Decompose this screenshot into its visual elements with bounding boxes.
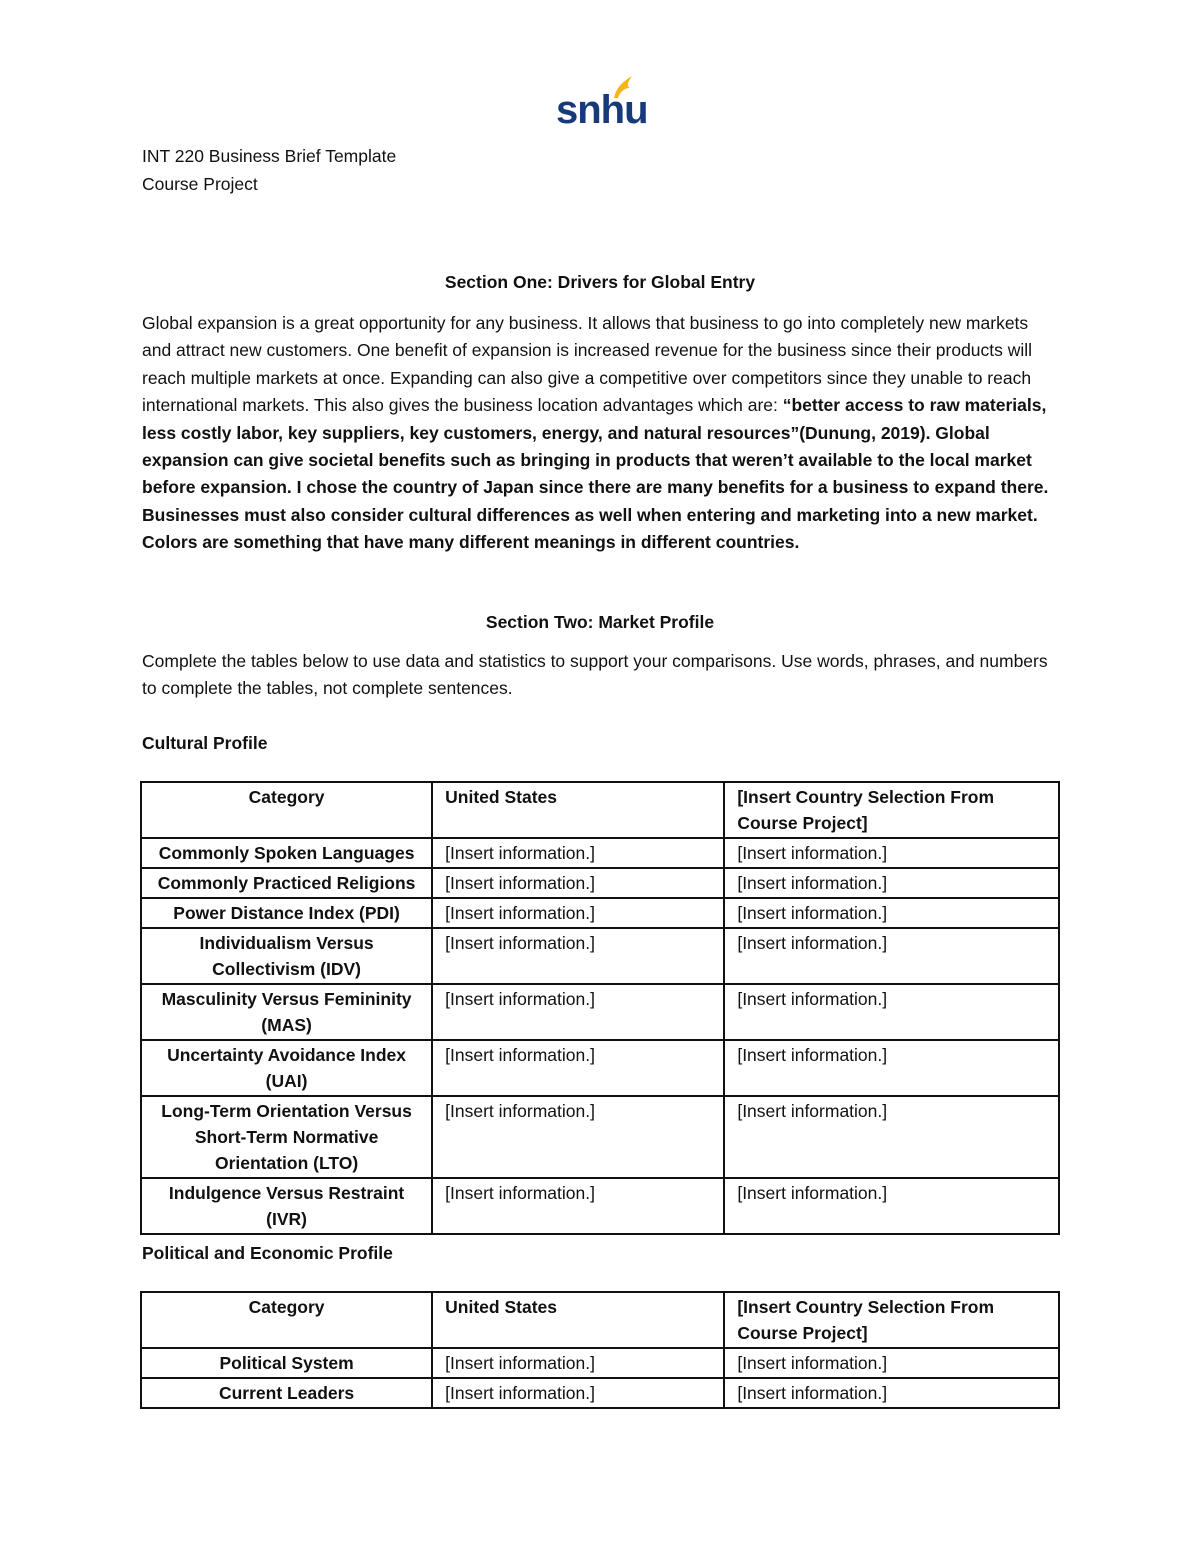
country-cell[interactable]: [Insert information.] [724,898,1059,928]
country-cell[interactable]: [Insert information.] [724,868,1059,898]
country-cell[interactable]: [Insert information.] [724,838,1059,868]
country-cell[interactable]: [Insert information.] [724,1096,1059,1178]
cultural-profile-table [140,781,1060,1235]
header-cell: Category [141,782,432,838]
category-cell: Commonly Spoken Languages [141,838,432,868]
country-cell[interactable]: [Insert information.] [724,1040,1059,1096]
us-cell[interactable]: [Insert information.] [432,898,724,928]
category-cell: Uncertainty Avoidance Index (UAI) [141,1040,432,1096]
country-cell[interactable]: [Insert information.] [724,1178,1059,1234]
document-title: INT 220 Business Brief Template [142,146,397,166]
table-row [141,1378,1059,1408]
us-cell[interactable]: [Insert information.] [432,928,724,984]
table-row [141,1040,1059,1096]
category-cell: Commonly Practiced Religions [141,868,432,898]
category-cell: Long-Term Orientation Versus Short-Term Normative Orientation (LTO) [141,1096,432,1178]
table-row [141,1096,1059,1178]
us-cell[interactable]: [Insert information.] [432,1378,724,1408]
paragraph-plain-text: Global expansion is a great opportunity for any business. It allows that business to go into completely new markets and attract new customers. One benefit of expansion is increased revenue for the business since their products will reach multiple markets at once. Expanding can also give a competitive over competitors since they unable to reach international markets. This also gives the business location advantages which are: [142,313,1033,416]
category-cell: Power Distance Index (PDI) [141,898,432,928]
section-two-instructions: Complete the tables below to use data and statistics to support your comparisons. Use words, phrases, and numbers to complete the tables, not complete sentences. [142,651,1048,699]
header-cell: Category [141,1292,432,1348]
us-cell[interactable]: [Insert information.] [432,1178,724,1234]
section-two-title: Section Two: Market Profile [485,612,715,632]
table-row [141,1348,1059,1378]
us-cell[interactable]: [Insert information.] [432,838,724,868]
paragraph-bold-text: “better access to raw materials, less costly labor, key suppliers, key customers, energy, and natural resources”(Dunung, 2019). Global expansion can give societal benefits such as bringing in products that weren’t available to the local market before expansion. I chose the country of Japan since there are many benefits for a business to expand there. Businesses must also consider cultural differences as well when entering and marketing into a new market. Colors are something that have many different meanings in different countries. [142,395,1049,553]
table-header-row [141,1292,1059,1348]
us-cell[interactable]: [Insert information.] [432,1096,724,1178]
table-row [141,868,1059,898]
category-cell: Current Leaders [141,1378,432,1408]
country-cell[interactable]: [Insert information.] [724,1378,1059,1408]
document-subtitle: Course Project [142,174,258,194]
us-cell[interactable]: [Insert information.] [432,984,724,1040]
logo-wordmark: snhu [556,88,648,132]
table-row [141,898,1059,928]
table-row [141,838,1059,868]
table-header-row [141,782,1059,838]
header-cell: United States [432,782,724,838]
category-cell: Individualism Versus Collectivism (IDV) [141,928,432,984]
us-cell[interactable]: [Insert information.] [432,1040,724,1096]
category-cell: Masculinity Versus Femininity (MAS) [141,984,432,1040]
header-cell: United States [432,1292,724,1348]
country-cell[interactable]: [Insert information.] [724,984,1059,1040]
table-row [141,1178,1059,1234]
country-cell[interactable]: [Insert information.] [724,1348,1059,1378]
political-profile-heading: Political and Economic Profile [142,1243,393,1263]
header-cell: [Insert Country Selection From Course Project] [724,782,1059,838]
category-cell: Political System [141,1348,432,1378]
section-one-paragraph [142,310,1062,557]
political-profile-table [140,1291,1060,1409]
country-cell[interactable]: [Insert information.] [724,928,1059,984]
us-cell[interactable]: [Insert information.] [432,1348,724,1378]
category-cell: Indulgence Versus Restraint (IVR) [141,1178,432,1234]
table-row [141,984,1059,1040]
cultural-profile-heading: Cultural Profile [142,733,268,753]
section-one-title: Section One: Drivers for Global Entry [444,272,756,292]
snhu-logo [556,74,648,134]
table-row [141,928,1059,984]
header-cell: [Insert Country Selection From Course Project] [724,1292,1059,1348]
us-cell[interactable]: [Insert information.] [432,868,724,898]
